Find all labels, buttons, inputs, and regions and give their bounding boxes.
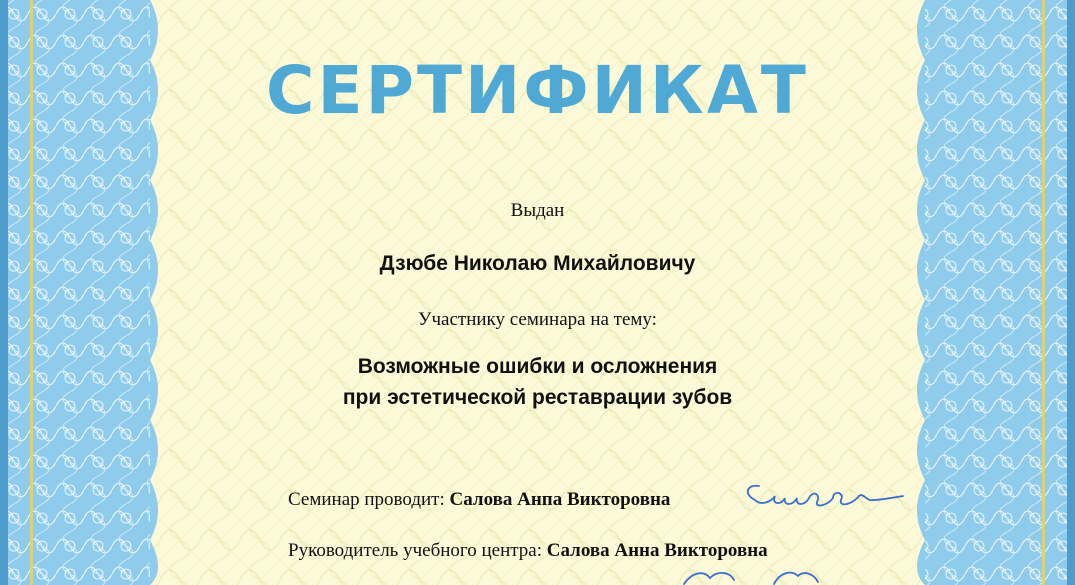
recipient-name: Дзюбе Николаю Михайловичу [379, 252, 696, 275]
signature-seminar-leader [741, 478, 911, 518]
certificate-content [166, 0, 909, 585]
seminar-topic-line-1: Возможные ошибки и осложнения [357, 355, 718, 378]
left-decorative-border [0, 0, 166, 585]
issued-label: Выдан [510, 200, 565, 221]
center-head-line [288, 540, 768, 562]
center-head-name: Салова Анна Викторовна [546, 540, 768, 561]
signature-center-head [674, 568, 824, 585]
right-decorative-border [909, 0, 1075, 585]
certificate-title: СЕРТИФИКАТ [266, 52, 809, 129]
seminar-leader-name: Салова Анпа Викторовна [449, 489, 671, 510]
seminar-leader-line [288, 489, 670, 511]
seminar-leader-label: Семинар проводит: [288, 489, 445, 510]
seminar-topic-line-2: при эстетической реставрации зубов [342, 386, 733, 409]
participant-label: Участнику семинара на тему: [418, 309, 657, 330]
center-head-label: Руководитель учебного центра: [288, 540, 543, 561]
